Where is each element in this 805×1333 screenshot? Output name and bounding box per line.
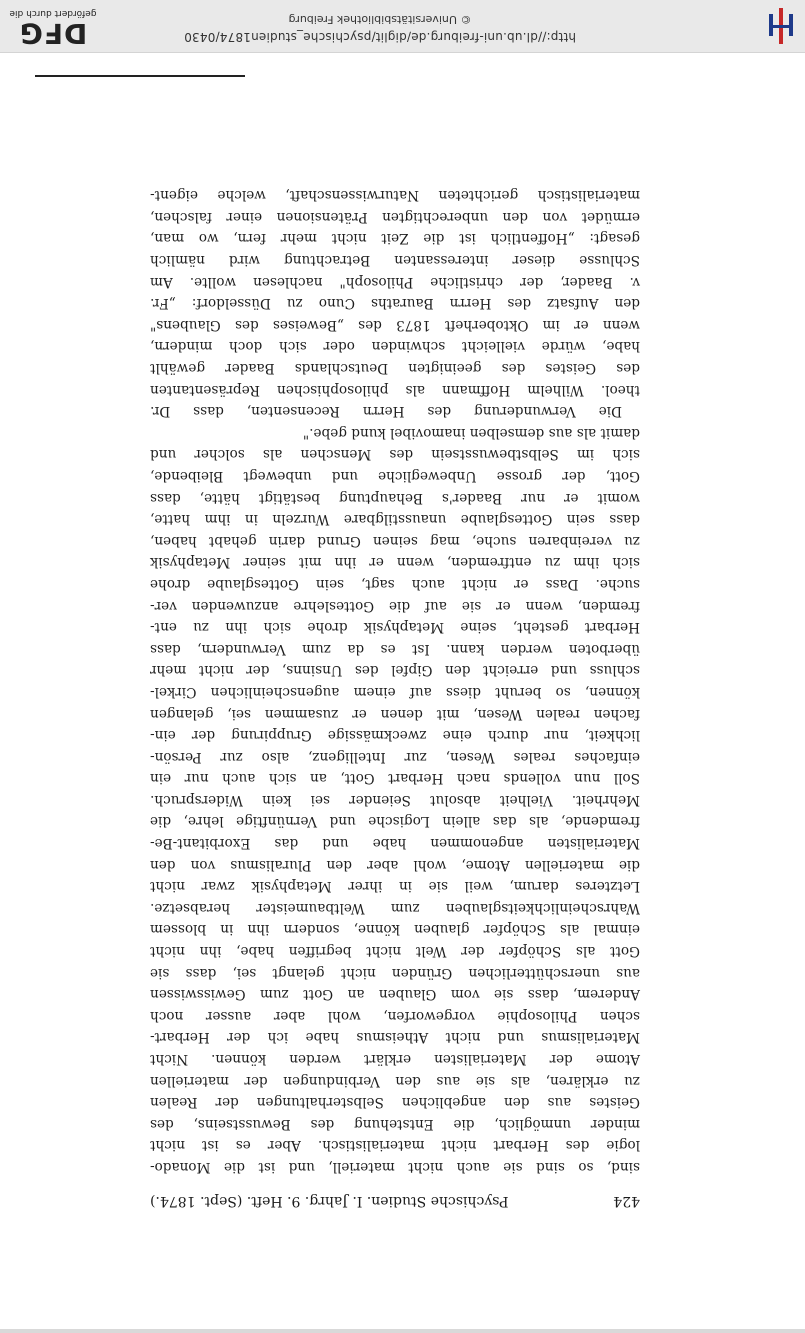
text-line: Soll nun vollends nach Herbart Gott, an sich auch nur ein <box>150 770 640 787</box>
bottom-gray-strip <box>0 1329 805 1333</box>
text-line: überboten werden kann. Ist es da zum Verwundern, dass <box>150 640 640 657</box>
text-line: Herbart gesteht, seine Metaphysik drohe sich ihn zu ent- <box>150 619 640 636</box>
text-line: schluss und erreicht den Gipfel des Unsinns, der nicht mehr <box>150 662 640 679</box>
text-line: v. Baader, der christliche Philosoph" nachlesen wollte. Am <box>150 273 640 290</box>
text-line: Schlusse dieser interessanten Betrachtung wird nämlich <box>150 252 640 269</box>
text-line: logie des Herbart nicht materialistisch. Aber es ist nicht <box>150 1137 640 1154</box>
text-line: des Geistes des geeinigten Deutschlands Baader gewählt <box>150 360 640 377</box>
dfg-logo-text: DFG <box>18 17 88 50</box>
text-line: Materialisten angenommen habe und das Exorbitant-Be- <box>150 835 640 852</box>
text-line: lichkeit, nur durch eine zweckmässige Gruppirung der ein- <box>150 727 640 744</box>
copyright-text: © Universitätsbibliothek Freiburg <box>288 13 472 26</box>
text-line: dass sein Gottesglaube unausstilgbare Wurzeln in ihm hatte, <box>150 511 640 528</box>
section-rule <box>35 75 245 77</box>
text-line: habe, würde vielleicht schwinden oder sich doch mindern, <box>150 338 640 355</box>
text-line: fachen realen Wesen, mit denen er zusammen sei, gelangen <box>150 705 640 722</box>
running-title: Psychische Studien. I. Jahrg. 9. Heft. (Sept. 1874.) <box>150 1193 509 1209</box>
text-line: wenn er im Oktoberheft 1873 des „Beweises des Glaubens" <box>150 316 640 333</box>
text-line: womit er nur Baader's Behauptung bestätigt hätte, dass <box>150 489 640 506</box>
text-line: Gott, der grosse Unbewegliche und unbewegt Bleibende, <box>150 468 640 484</box>
footer-text <box>170 13 590 44</box>
text-line: die materiellen Atome, wohl aber den Pluralismus von den <box>150 856 640 873</box>
text-line: fremdende, als das allein Logische und Vernünftige lehre, die <box>150 813 640 830</box>
text-line: materialistisch gerichteten Naturwissenschaft, welche eigent- <box>150 187 640 204</box>
text-line: sind, so sind sie auch nicht materiell, und ist die Monado- <box>150 1159 640 1175</box>
text-line: den Aufsatz des Herrn Bauraths Cuno zu Düsseldorf: „Fr. <box>150 295 640 312</box>
page-number: 424 <box>613 1193 640 1209</box>
dfg-logo <box>8 8 98 48</box>
text-line: sich im Selbstbewusstsein des Menschen als solcher und <box>150 446 640 463</box>
text-line: gesagt: „Hoffentlich ist die Zeit nicht mehr fern, wo man, <box>150 230 640 247</box>
text-line: fremden, wenn er sie auf die Gotteslehre anzuwenden ver- <box>150 597 640 614</box>
dfg-caption: gefördert durch die <box>9 8 97 18</box>
text-line: Materialismus und nicht Atheismus habe ich der Herbart- <box>150 1029 640 1046</box>
university-logo-icon <box>763 6 799 46</box>
text-line: aus unerschütterlichen Gründen nicht gelangt sei, dass sie <box>150 964 640 981</box>
text-line: Geistes aus den angeblichen Selbsterhaltungen der Realen <box>150 1094 640 1111</box>
footer-bar <box>0 0 805 53</box>
text-line: minder unmöglich, die Entstehung des Bewusstseins, des <box>150 1115 640 1132</box>
body-text <box>150 184 640 1177</box>
text-line: sich ihm zu entfremden, wenn er ihn mit seiner Metaphysik <box>150 554 640 571</box>
text-line: Letzteres darum, weil sie in ihrer Metaphysik zwar nicht <box>150 878 640 895</box>
text-line: einfaches reales Wesen, zur Intelligenz, also zur Persön- <box>150 748 640 765</box>
text-line: Gott als Schöpfer der Welt nicht begriffen habe, ihn nicht <box>150 943 640 960</box>
page-header <box>150 1185 640 1209</box>
text-line: theol. Wilhelm Hoffmann als philosophischen Repräsentanten <box>150 381 640 398</box>
text-line: Atome der Materialisten erklärt werden können. Nicht <box>150 1051 640 1068</box>
text-line: Die Verwunderung des Herrn Recensenten, dass Dr. <box>150 403 622 420</box>
text-line: ermüdet von den unberechtigten Prätensionen einer falschen, <box>150 208 640 225</box>
text-line: suche. Dass er nicht auch sagt, sein Gottesglaube drohe <box>150 575 640 592</box>
text-line: Anderem, dass sie vom Glauben an Gott zum Gewisswissen <box>150 986 640 1003</box>
text-line: Wahrscheinlichkeitsglauben zum Weltbaumeister herabsetze. <box>150 899 640 916</box>
text-line: zu erklären, als sie aus den Verbindungen der materiellen <box>150 1072 640 1089</box>
text-line: können, so beruht diess auf einem augenscheinlichen Cirkel- <box>150 683 640 700</box>
text-line: damit als aus demselben inamovibel kund gebe." <box>302 424 640 441</box>
text-line: schen Philosophie vorgeworfen, wohl aber ausser noch <box>150 1007 640 1024</box>
source-url-link[interactable]: http://dl.ub.uni-freiburg.de/diglit/psychische_studien1874/0430 <box>183 30 577 44</box>
text-line: einmal als Schöpfer glauben könne, sondern ihn in blossem <box>150 921 640 938</box>
text-line: zu vereinbaren suche, mag seinen Grund darin gehabt haben, <box>150 532 640 549</box>
text-line: Mehrheit. Vielheit absolut Seiender sei kein Widerspruch. <box>150 791 640 808</box>
